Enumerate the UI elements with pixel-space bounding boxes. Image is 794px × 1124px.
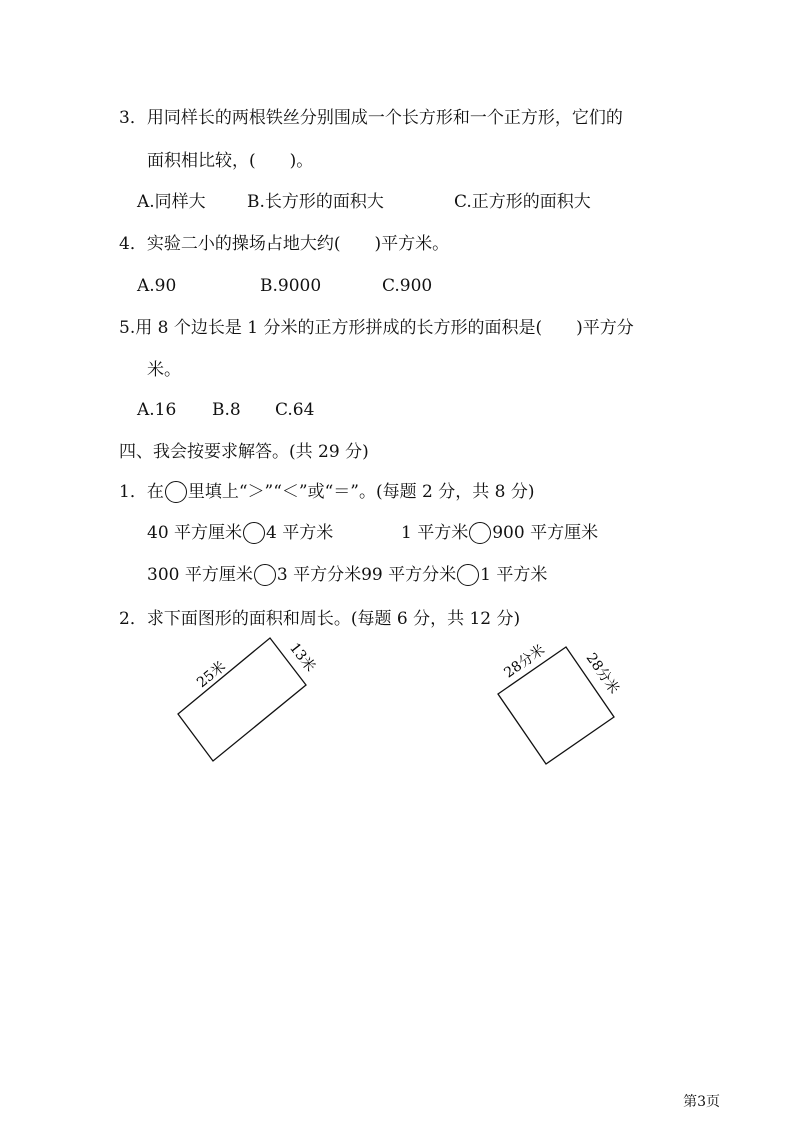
s4-q2-text: 2．求下面图形的面积和周长。(每题 6 分，共 12 分) <box>119 609 521 629</box>
geometry-figures <box>0 630 794 810</box>
q5-line1: 5.用 8 个边长是 1 分米的正方形拼成的长方形的面积是( )平方分 <box>119 318 634 338</box>
q4-option-b: B.9000 <box>260 276 322 296</box>
q4-option-c: C.900 <box>382 276 433 296</box>
square-side-a-label: 28分米 <box>501 642 549 682</box>
q4-option-a: A.90 <box>137 276 177 296</box>
compare-row-2 <box>147 563 547 587</box>
s4-q1-prefix: 1．在 <box>119 482 164 502</box>
q5-option-c: C.64 <box>275 400 315 420</box>
compare-row-1-right <box>401 521 598 545</box>
compare-row-1-left <box>147 521 333 545</box>
compare-2a: 1 平方米 <box>401 523 469 543</box>
answer-circle-1[interactable] <box>243 522 265 544</box>
q5-option-b: B.8 <box>212 400 241 420</box>
rectangle-shape <box>178 638 306 761</box>
compare-3a: 300 平方厘米 <box>147 565 253 585</box>
q5-option-a: A.16 <box>137 400 177 420</box>
page-number: 第3页 <box>683 1094 720 1110</box>
rectangle-short-side-label: 13米 <box>286 640 319 676</box>
q3-option-b: B.长方形的面积大 <box>247 192 384 212</box>
compare-2b: 900 平方厘米 <box>492 523 599 543</box>
compare-4b: 1 平方米 <box>480 565 548 585</box>
answer-circle-3[interactable] <box>254 564 276 586</box>
square-side-b-label: 28分米 <box>582 650 622 698</box>
section4-title: 四、我会按要求解答。(共 29 分) <box>119 442 369 462</box>
compare-1b: 4 平方米 <box>266 523 334 543</box>
q3-line2: 面积相比较，( )。 <box>147 151 314 171</box>
q4-text: 4．实验二小的操场占地大约( )平方米。 <box>119 234 450 254</box>
q3-option-c: C.正方形的面积大 <box>454 192 591 212</box>
compare-1a: 40 平方厘米 <box>147 523 243 543</box>
answer-circle-2[interactable] <box>469 522 491 544</box>
compare-3b: 3 平方分米 <box>276 565 362 585</box>
rectangle-long-side-label: 25米 <box>194 658 229 692</box>
q5-line2: 米。 <box>147 360 181 380</box>
q3-line1: 3．用同样长的两根铁丝分别围成一个长方形和一个正方形，它们的 <box>119 108 623 128</box>
compare-4a: 99 平方分米 <box>361 565 457 585</box>
s4-q1-suffix: 里填上“＞”“＜”或“＝”。(每题 2 分，共 8 分) <box>187 482 535 502</box>
answer-circle-4[interactable] <box>457 564 479 586</box>
circle-icon <box>165 481 187 503</box>
q3-option-a: A.同样大 <box>137 192 206 212</box>
s4-q1-instruction <box>119 480 535 504</box>
